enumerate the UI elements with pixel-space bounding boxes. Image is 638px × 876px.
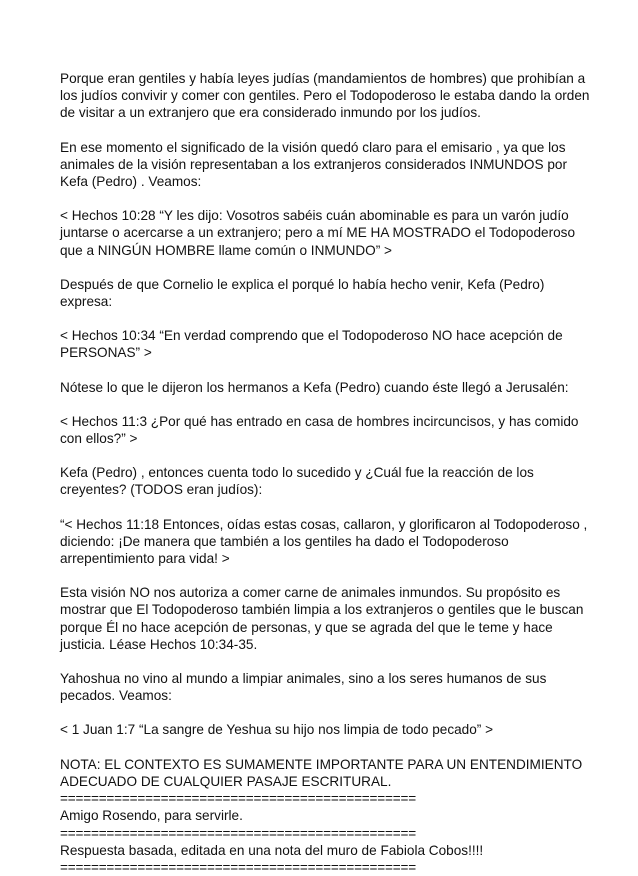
paragraph-hermanos: Nótese lo que le dijeron los hermanos a Kefa (Pedro) cuando éste llegó a Jerusalén: xyxy=(60,379,569,395)
paragraph-vision-purpose: Esta visión NO nos autoriza a comer carne de animales inmundos. Su propósito es mostrar que El Todopoderoso también limpia a los extranjeros o gentiles que le buscan porque Él no hace acepción de personas, y que se agrada del que le teme y hace justicia. Léase Hechos 10:34-35. xyxy=(60,585,584,652)
quote-hechos-11-3: < Hechos 11:3 ¿Por qué has entrado en casa de hombres incircuncisos, y has comido con ellos?” > xyxy=(60,413,579,447)
quote-hechos-11-18: “< Hechos 11:18 Entonces, oídas estas cosas, callaron, y glorificaron al Todopoderoso , diciendo: ¡De manera que también a los gentiles ha dado el Todopoderoso arrepentimiento para vida! > xyxy=(60,516,588,567)
divider-rule: ============================================== xyxy=(60,825,416,841)
source-note: Respuesta basada, editada en una nota del muro de Fabiola Cobos!!!! xyxy=(60,842,484,858)
document-page xyxy=(60,70,590,876)
paragraph-intro: Porque eran gentiles y había leyes judías (mandamientos de hombres) que prohibían a los judíos convivir y comer con gentiles. Pero el Todopoderoso le estaba dando la orden de visitar a un extranjero que era considerado inmundo por los judíos. xyxy=(60,71,590,121)
paragraph-reaccion: Kefa (Pedro) , entonces cuenta todo lo sucedido y ¿Cuál fue la reacción de los creyentes? (TODOS eran judíos): xyxy=(60,465,534,498)
paragraph-vision-meaning: En ese momento el significado de la visión quedó claro para el emisario , ya que los animales de la visión representaban a los extranjeros considerados INMUNDOS por Kefa (Pedro) . Veamos: xyxy=(60,139,567,190)
paragraph-yahoshua: Yahoshua no vino al mundo a limpiar animales, sino a los seres humanos de sus pecados. Veamos: xyxy=(60,671,547,704)
quote-1-juan-1-7: < 1 Juan 1:7 “La sangre de Yeshua su hijo nos limpia de todo pecado” > xyxy=(60,722,494,738)
divider-rule: ============================================== xyxy=(60,859,416,875)
paragraph-cornelio: Después de que Cornelio le explica el porqué lo había hecho venir, Kefa (Pedro) expresa: xyxy=(60,276,545,310)
closing-line: Amigo Rosendo, para servirle. xyxy=(60,808,243,824)
divider-rule: ============================================== xyxy=(60,791,416,807)
paragraph-nota: NOTA: EL CONTEXTO ES SUMAMENTE IMPORTANTE PARA UN ENTENDIMIENTO ADECUADO DE CUALQUIER PASAJE ESCRITURAL. xyxy=(60,756,583,789)
quote-hechos-10-28: < Hechos 10:28 “Y les dijo: Vosotros sabéis cuán abominable es para un varón judío juntarse o acercarse a un extranjero; pero a mí ME HA MOSTRADO el Todopoderoso que a NINGÚN HOMBRE llame común o INMUNDO” > xyxy=(60,208,576,258)
quote-hechos-10-34: < Hechos 10:34 “En verdad comprendo que el Todopoderoso NO hace acepción de PERSONAS” > xyxy=(60,328,563,361)
